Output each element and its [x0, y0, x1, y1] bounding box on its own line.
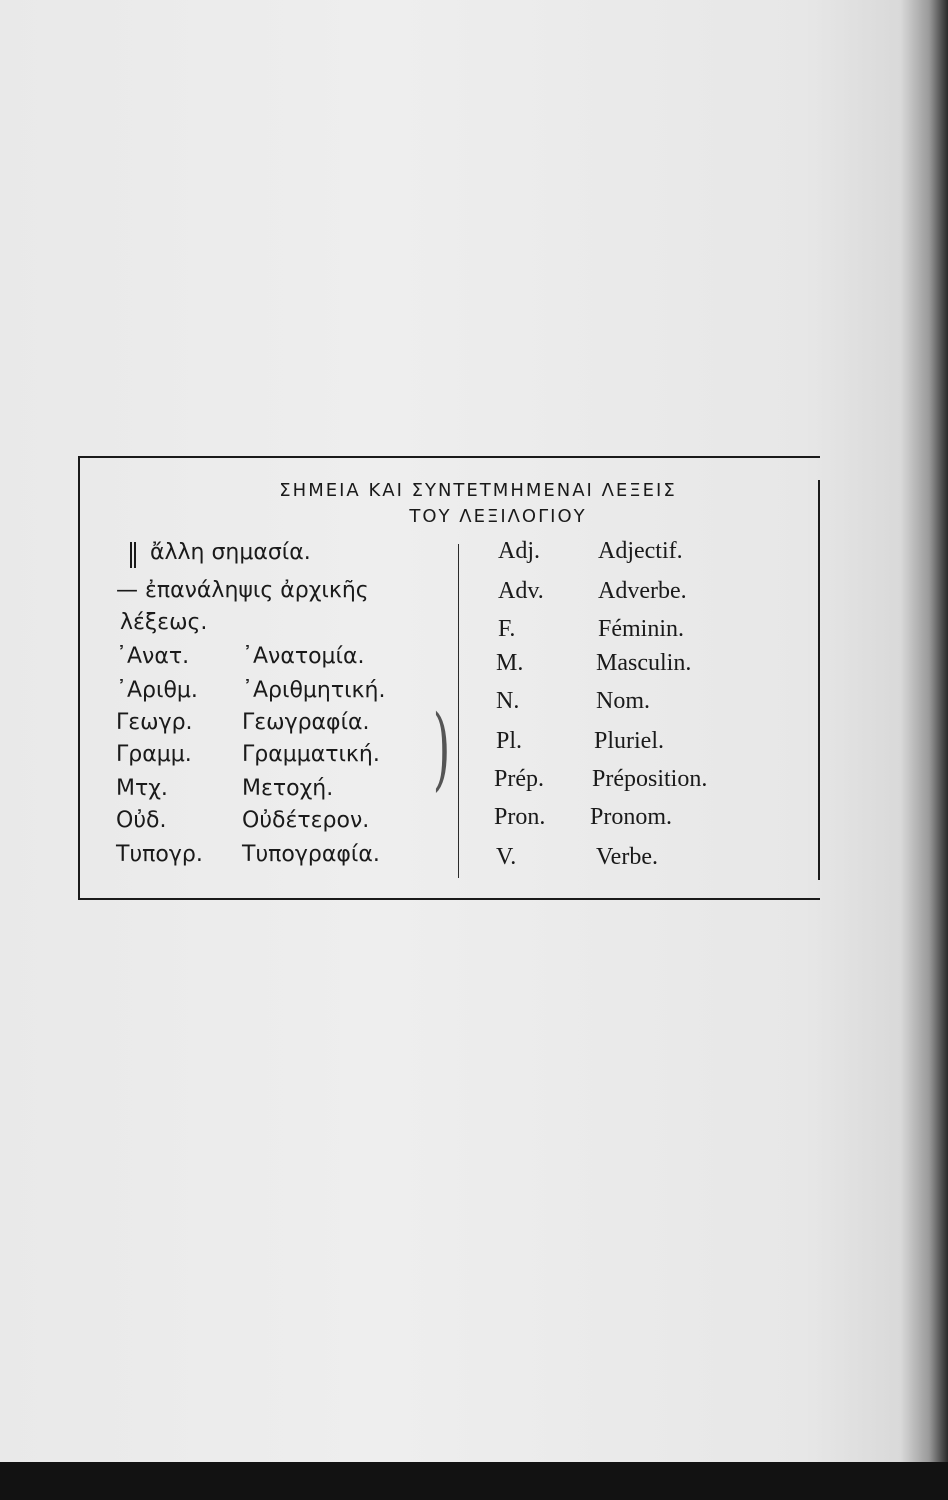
greek-full: ᾿Αριθμητική.: [242, 678, 386, 703]
french-full: Masculin.: [596, 650, 692, 676]
double-bar-sign: [130, 542, 136, 568]
french-abbr: Pl.: [496, 728, 523, 754]
scan-edge: [0, 1462, 948, 1500]
french-full: Verbe.: [596, 844, 658, 870]
greek-full: ᾿Ανατομία.: [242, 644, 365, 669]
french-full: Adjectif.: [598, 538, 683, 564]
french-abbr: Pron.: [494, 804, 546, 830]
french-abbr: N.: [496, 688, 520, 714]
greek-abbr: Οὐδ.: [116, 808, 167, 833]
greek-abbr: ᾿Αριθμ.: [116, 678, 198, 703]
greek-abbr: Μτχ.: [116, 776, 168, 801]
sign-repetition: — ἐπανάληψις ἀρχικῆς: [116, 578, 369, 603]
box-title-line1: ΣΗΜΕΙΑ ΚΑΙ ΣΥΝΤΕΤΜΗΜΕΝΑΙ ΛΕΞΕΙΣ: [279, 480, 677, 501]
french-abbr: V.: [496, 844, 517, 870]
french-abbr: Adv.: [498, 578, 544, 604]
sign-other-meaning: ἄλλη σημασία.: [150, 540, 311, 565]
greek-abbr: Γεωγρ.: [116, 710, 193, 735]
french-full: Adverbe.: [598, 578, 687, 604]
brace-mark: ): [432, 696, 451, 801]
sign-repetition-cont: λέξεως.: [120, 610, 208, 635]
box-left-border: [78, 458, 80, 898]
greek-full: Οὐδέτερον.: [242, 808, 370, 833]
greek-full: Γραμματική.: [242, 742, 380, 767]
box-right-border: [818, 480, 820, 880]
french-abbr: Adj.: [498, 538, 540, 564]
column-divider: [458, 544, 459, 878]
box-title-line2: ΤΟΥ ΛΕΞΙΛΟΓΙΟΥ: [409, 506, 587, 527]
greek-full: Γεωγραφία.: [242, 710, 370, 735]
greek-full: Τυπογραφία.: [242, 842, 380, 867]
french-abbr: M.: [496, 650, 524, 676]
greek-abbr: Τυπογρ.: [116, 842, 203, 867]
greek-full: Μετοχή.: [242, 776, 334, 801]
greek-abbr: ᾿Ανατ.: [116, 644, 190, 669]
french-full: Pronom.: [590, 804, 673, 830]
french-full: Pluriel.: [594, 728, 664, 754]
french-abbr: Prép.: [494, 766, 544, 792]
french-full: Préposition.: [592, 766, 708, 792]
french-full: Féminin.: [598, 616, 685, 642]
greek-abbr: Γραμμ.: [116, 742, 192, 767]
abbreviations-box: [78, 456, 820, 900]
french-abbr: F.: [498, 616, 516, 642]
french-full: Nom.: [596, 688, 650, 714]
